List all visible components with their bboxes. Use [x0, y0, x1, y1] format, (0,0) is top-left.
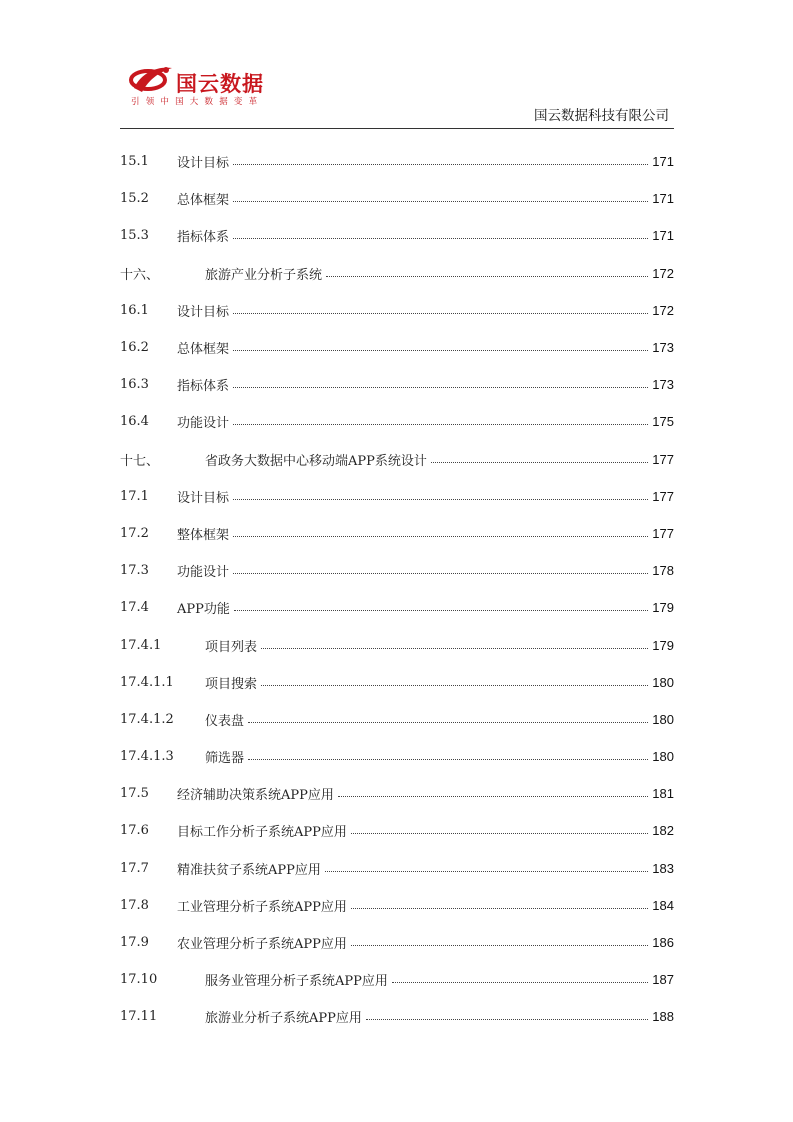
toc-entry-title: 经济辅助决策系统APP应用	[177, 788, 334, 804]
toc-leader-dots	[233, 424, 648, 425]
toc-entry[interactable]	[120, 441, 674, 478]
toc-entry-number: 15.2	[120, 191, 149, 207]
toc-entry-title: 农业管理分析子系统APP应用	[177, 937, 347, 953]
toc-leader-dots	[392, 982, 648, 983]
toc-entry-title: 设计目标	[177, 304, 230, 320]
toc-leader-dots	[233, 499, 648, 500]
toc-entry[interactable]	[120, 626, 674, 663]
toc-leader-dots	[338, 796, 648, 797]
toc-entry-page: 180	[652, 674, 674, 690]
toc-entry-page: 172	[652, 302, 674, 318]
toc-entry-page: 178	[652, 563, 674, 579]
toc-entry-page: 171	[652, 191, 674, 207]
toc-leader-dots	[233, 238, 648, 239]
toc-entry-title: 旅游业分析子系统APP应用	[205, 1011, 362, 1027]
toc-entry-number: 17.5	[120, 786, 149, 802]
toc-leader-dots	[351, 833, 648, 834]
toc-entry-title: 工业管理分析子系统APP应用	[177, 899, 347, 915]
toc-entry-page: 173	[652, 340, 674, 356]
toc-entry-title: 服务业管理分析子系统APP应用	[205, 974, 388, 990]
toc-entry-page: 177	[652, 451, 674, 467]
toc-entry[interactable]	[120, 701, 674, 738]
header-divider	[120, 128, 674, 129]
toc-entry-title: 设计目标	[177, 156, 230, 172]
logo-emblem-icon	[128, 62, 174, 96]
toc-entry[interactable]	[120, 961, 674, 998]
toc-entry-number: 16.1	[120, 302, 149, 318]
toc-entry-number: 十六、	[120, 267, 160, 283]
toc-leader-dots	[233, 536, 648, 537]
toc-entry-page: 179	[652, 600, 674, 616]
toc-entry[interactable]	[120, 366, 674, 403]
toc-entry-title: 功能设计	[177, 416, 230, 432]
toc-entry[interactable]	[120, 515, 674, 552]
toc-entry-number: 17.4.1	[120, 637, 162, 653]
toc-entry-number: 17.4.1.1	[120, 674, 174, 690]
toc-entry-page: 182	[652, 823, 674, 839]
toc-entry-number: 十七、	[120, 453, 160, 469]
toc-entry[interactable]	[120, 478, 674, 515]
toc-entry-number: 17.4	[120, 600, 149, 616]
toc-leader-dots	[261, 648, 648, 649]
toc-entry[interactable]	[120, 738, 674, 775]
toc-leader-dots	[234, 610, 648, 611]
toc-entry-page: 184	[652, 897, 674, 913]
toc-entry[interactable]	[120, 143, 674, 180]
toc-entry-number: 17.11	[120, 1009, 158, 1025]
toc-entry[interactable]	[120, 887, 674, 924]
toc-entry[interactable]	[120, 924, 674, 961]
toc-entry-page: 175	[652, 414, 674, 430]
toc-leader-dots	[431, 462, 648, 463]
toc-entry-title: 功能设计	[177, 565, 230, 581]
toc-entry-title: 项目搜索	[205, 676, 258, 692]
toc-entry-page: 186	[652, 935, 674, 951]
toc-entry-title: 总体框架	[177, 193, 230, 209]
toc-entry[interactable]	[120, 589, 674, 626]
toc-entry-page: 187	[652, 972, 674, 988]
toc-entry-number: 17.1	[120, 488, 149, 504]
toc-entry-number: 17.10	[120, 972, 158, 988]
toc-leader-dots	[325, 871, 648, 872]
toc-leader-dots	[233, 350, 648, 351]
toc-entry-title: 整体框架	[177, 527, 230, 543]
logo-name: 国云数据	[176, 72, 264, 96]
toc-entry-page: 173	[652, 377, 674, 393]
toc-leader-dots	[233, 313, 648, 314]
toc-entry-page: 177	[652, 488, 674, 504]
toc-entry-page: 177	[652, 525, 674, 541]
toc-leader-dots	[233, 573, 648, 574]
toc-entry-number: 16.4	[120, 414, 149, 430]
toc-entry-number: 17.7	[120, 860, 149, 876]
toc-entry[interactable]	[120, 998, 674, 1035]
toc-entry-number: 17.8	[120, 897, 149, 913]
toc-entry[interactable]	[120, 403, 674, 440]
toc-entry[interactable]	[120, 217, 674, 254]
logo-slogan: 引领中国大数据变革	[131, 97, 264, 107]
toc-entry-title: 设计目标	[177, 490, 230, 506]
toc-entry-title: 精准扶贫子系统APP应用	[177, 862, 321, 878]
toc-entry-title: 省政务大数据中心移动端APP系统设计	[205, 453, 427, 469]
toc-entry-number: 15.1	[120, 154, 149, 170]
toc-entry[interactable]	[120, 329, 674, 366]
toc-entry-page: 181	[652, 786, 674, 802]
toc-entry-number: 17.4.1.2	[120, 711, 174, 727]
toc-entry-page: 183	[652, 860, 674, 876]
toc-leader-dots	[326, 276, 648, 277]
toc-entry-page: 180	[652, 749, 674, 765]
toc-entry-page: 188	[652, 1009, 674, 1025]
toc-entry-page: 172	[652, 265, 674, 281]
toc-entry-title: APP功能	[177, 602, 230, 618]
toc-entry-page: 180	[652, 711, 674, 727]
toc-entry[interactable]	[120, 850, 674, 887]
toc-entry-number: 16.2	[120, 340, 149, 356]
toc-entry-title: 仪表盘	[205, 713, 245, 729]
toc-leader-dots	[233, 387, 648, 388]
toc-leader-dots	[248, 759, 648, 760]
toc-entry-number: 17.9	[120, 935, 149, 951]
toc-entry[interactable]	[120, 292, 674, 329]
toc-leader-dots	[366, 1019, 648, 1020]
toc-entry-number: 17.3	[120, 563, 149, 579]
toc-entry[interactable]	[120, 775, 674, 812]
toc-entry-number: 17.2	[120, 525, 149, 541]
toc-entry-title: 项目列表	[205, 639, 258, 655]
toc-entry-number: 15.3	[120, 228, 149, 244]
toc-entry-title: 指标体系	[177, 379, 230, 395]
toc-entry-number: 16.3	[120, 377, 149, 393]
toc-leader-dots	[261, 685, 648, 686]
toc-entry[interactable]	[120, 552, 674, 589]
toc-leader-dots	[351, 945, 648, 946]
toc-entry-title: 总体框架	[177, 342, 230, 358]
table-of-contents	[120, 143, 674, 1036]
toc-entry-page: 171	[652, 154, 674, 170]
toc-leader-dots	[248, 722, 648, 723]
toc-entry-number: 17.6	[120, 823, 149, 839]
toc-entry-number: 17.4.1.3	[120, 749, 174, 765]
toc-entry-title: 目标工作分析子系统APP应用	[177, 825, 347, 841]
toc-entry-title: 筛选器	[205, 751, 245, 767]
company-logo	[128, 62, 288, 110]
toc-entry-title: 旅游产业分析子系统	[205, 267, 323, 283]
toc-entry-title: 指标体系	[177, 230, 230, 246]
toc-entry[interactable]	[120, 180, 674, 217]
toc-leader-dots	[233, 201, 648, 202]
toc-leader-dots	[351, 908, 648, 909]
company-name: 国云数据科技有限公司	[534, 108, 669, 124]
toc-entry-page: 179	[652, 637, 674, 653]
toc-entry-page: 171	[652, 228, 674, 244]
toc-leader-dots	[233, 164, 648, 165]
toc-entry[interactable]	[120, 812, 674, 849]
toc-entry[interactable]	[120, 255, 674, 292]
toc-entry[interactable]	[120, 664, 674, 701]
